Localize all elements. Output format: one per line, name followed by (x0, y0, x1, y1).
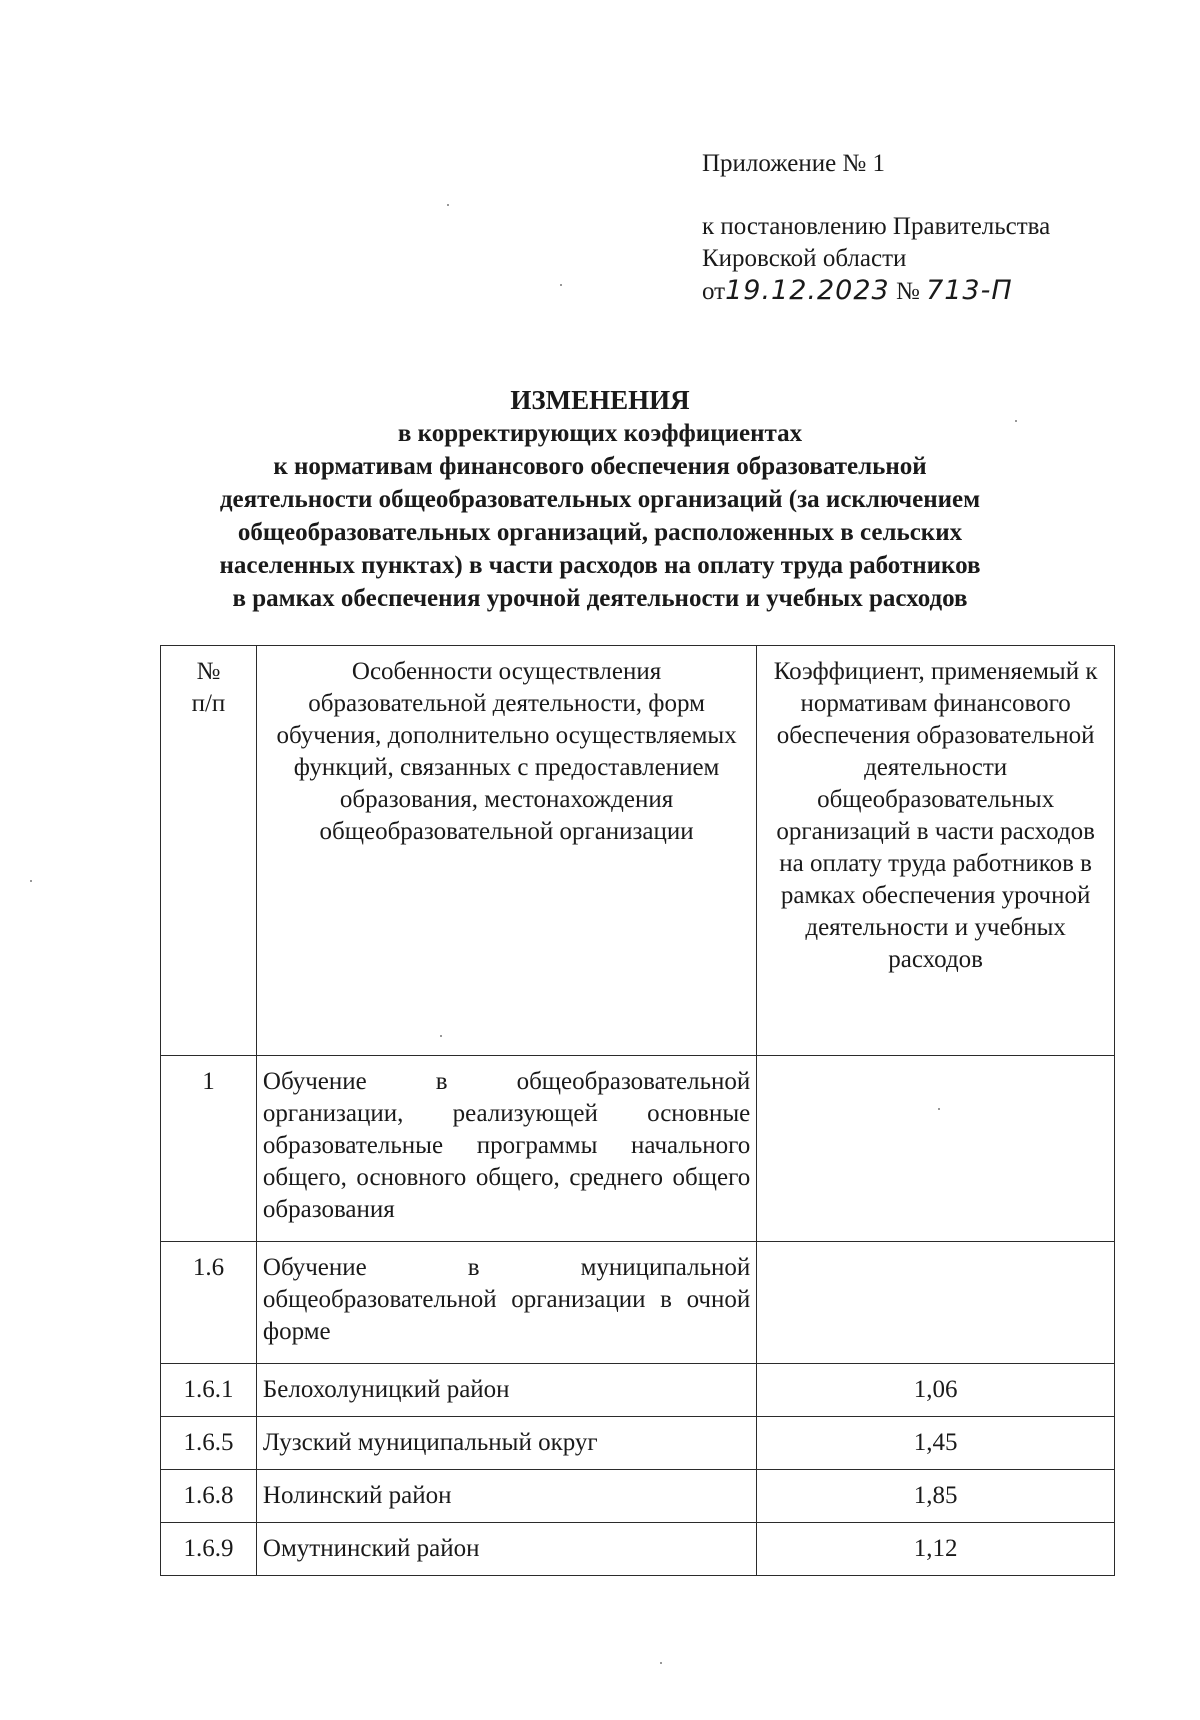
row-value: 1,45 (757, 1417, 1115, 1470)
row-text: Обучение в общеобразовательной организации, реализующей основные образовательные программы начального общего, основного общего, среднего общего образования (256, 1056, 756, 1242)
title-heading: ИЗМЕНЕНИЯ (510, 385, 690, 415)
title-line: общеобразовательных организаций, расположенных в сельских (237, 519, 963, 546)
row-value: 1,12 (757, 1523, 1115, 1576)
scan-speck (660, 1662, 662, 1664)
row-text: Нолинский район (256, 1470, 756, 1523)
table-row (161, 1523, 1115, 1576)
number-prefix: № (895, 278, 920, 305)
document-title (150, 384, 1050, 615)
handwritten-number: 713-П (926, 275, 1013, 306)
title-line: деятельности общеобразовательных организаций (за исключением (219, 486, 981, 513)
row-text: Лузский муниципальный округ (256, 1417, 756, 1470)
row-text: Белохолуницкий район (256, 1364, 756, 1417)
title-line: населенных пунктах) в части расходов на оплату труда работников (219, 552, 981, 579)
row-number: 1.6.9 (161, 1523, 257, 1576)
appendix-title: Приложение № 1 (702, 150, 886, 177)
table-row (161, 1056, 1115, 1242)
row-number: 1.6.8 (161, 1470, 257, 1523)
row-value: 1,06 (757, 1364, 1115, 1417)
header-coefficient-cell: Коэффициент, применяемый к нормативам финансового обеспечения образовательной деятельности общеобразовательных организаций в части расходов на оплату труда работников в рамках обеспечения урочной деятельности и учебных расходов (757, 646, 1115, 1056)
row-number: 1.6.5 (161, 1417, 257, 1470)
row-text: Омутнинский район (256, 1523, 756, 1576)
row-number: 1 (161, 1056, 257, 1242)
handwritten-date: 19.12.2023 (725, 275, 890, 306)
scan-speck (30, 880, 32, 882)
scan-speck (938, 1108, 940, 1110)
title-line: в рамках обеспечения урочной деятельности и учебных расходов (232, 585, 968, 612)
row-value: 1,85 (757, 1470, 1115, 1523)
appendix-block (702, 148, 1050, 308)
header-number-sign: № (196, 658, 221, 685)
row-text: Обучение в муниципальной общеобразовательной организации в очной форме (256, 1242, 756, 1364)
table-header-row (161, 646, 1115, 1056)
appendix-date-line (702, 275, 1050, 308)
table-row (161, 1417, 1115, 1470)
scan-speck (440, 1035, 442, 1037)
appendix-resolution-label: к постановлению Правительства (702, 213, 1051, 240)
header-number-label: п/п (191, 690, 226, 717)
scan-speck (560, 284, 562, 286)
title-line: к нормативам финансового обеспечения образовательной (273, 453, 927, 480)
table-row (161, 1470, 1115, 1523)
scan-speck (447, 204, 449, 206)
scan-speck (1015, 420, 1017, 422)
coefficients-table (160, 645, 1115, 1576)
row-number: 1.6.1 (161, 1364, 257, 1417)
row-value (757, 1242, 1115, 1364)
table-row (161, 1242, 1115, 1364)
table-row (161, 1364, 1115, 1417)
title-line: в корректирующих коэффициентах (397, 420, 803, 447)
appendix-region-label: Кировской области (702, 245, 907, 272)
header-features-cell: Особенности осуществления образовательной деятельности, форм обучения, дополнительно осуществляемых функций, связанных с предоставлением образования, местонахождения общеобразовательной организации (256, 646, 756, 1056)
header-number-cell (161, 646, 257, 1056)
row-value (757, 1056, 1115, 1242)
date-prefix: от (702, 278, 726, 305)
row-number: 1.6 (161, 1242, 257, 1364)
